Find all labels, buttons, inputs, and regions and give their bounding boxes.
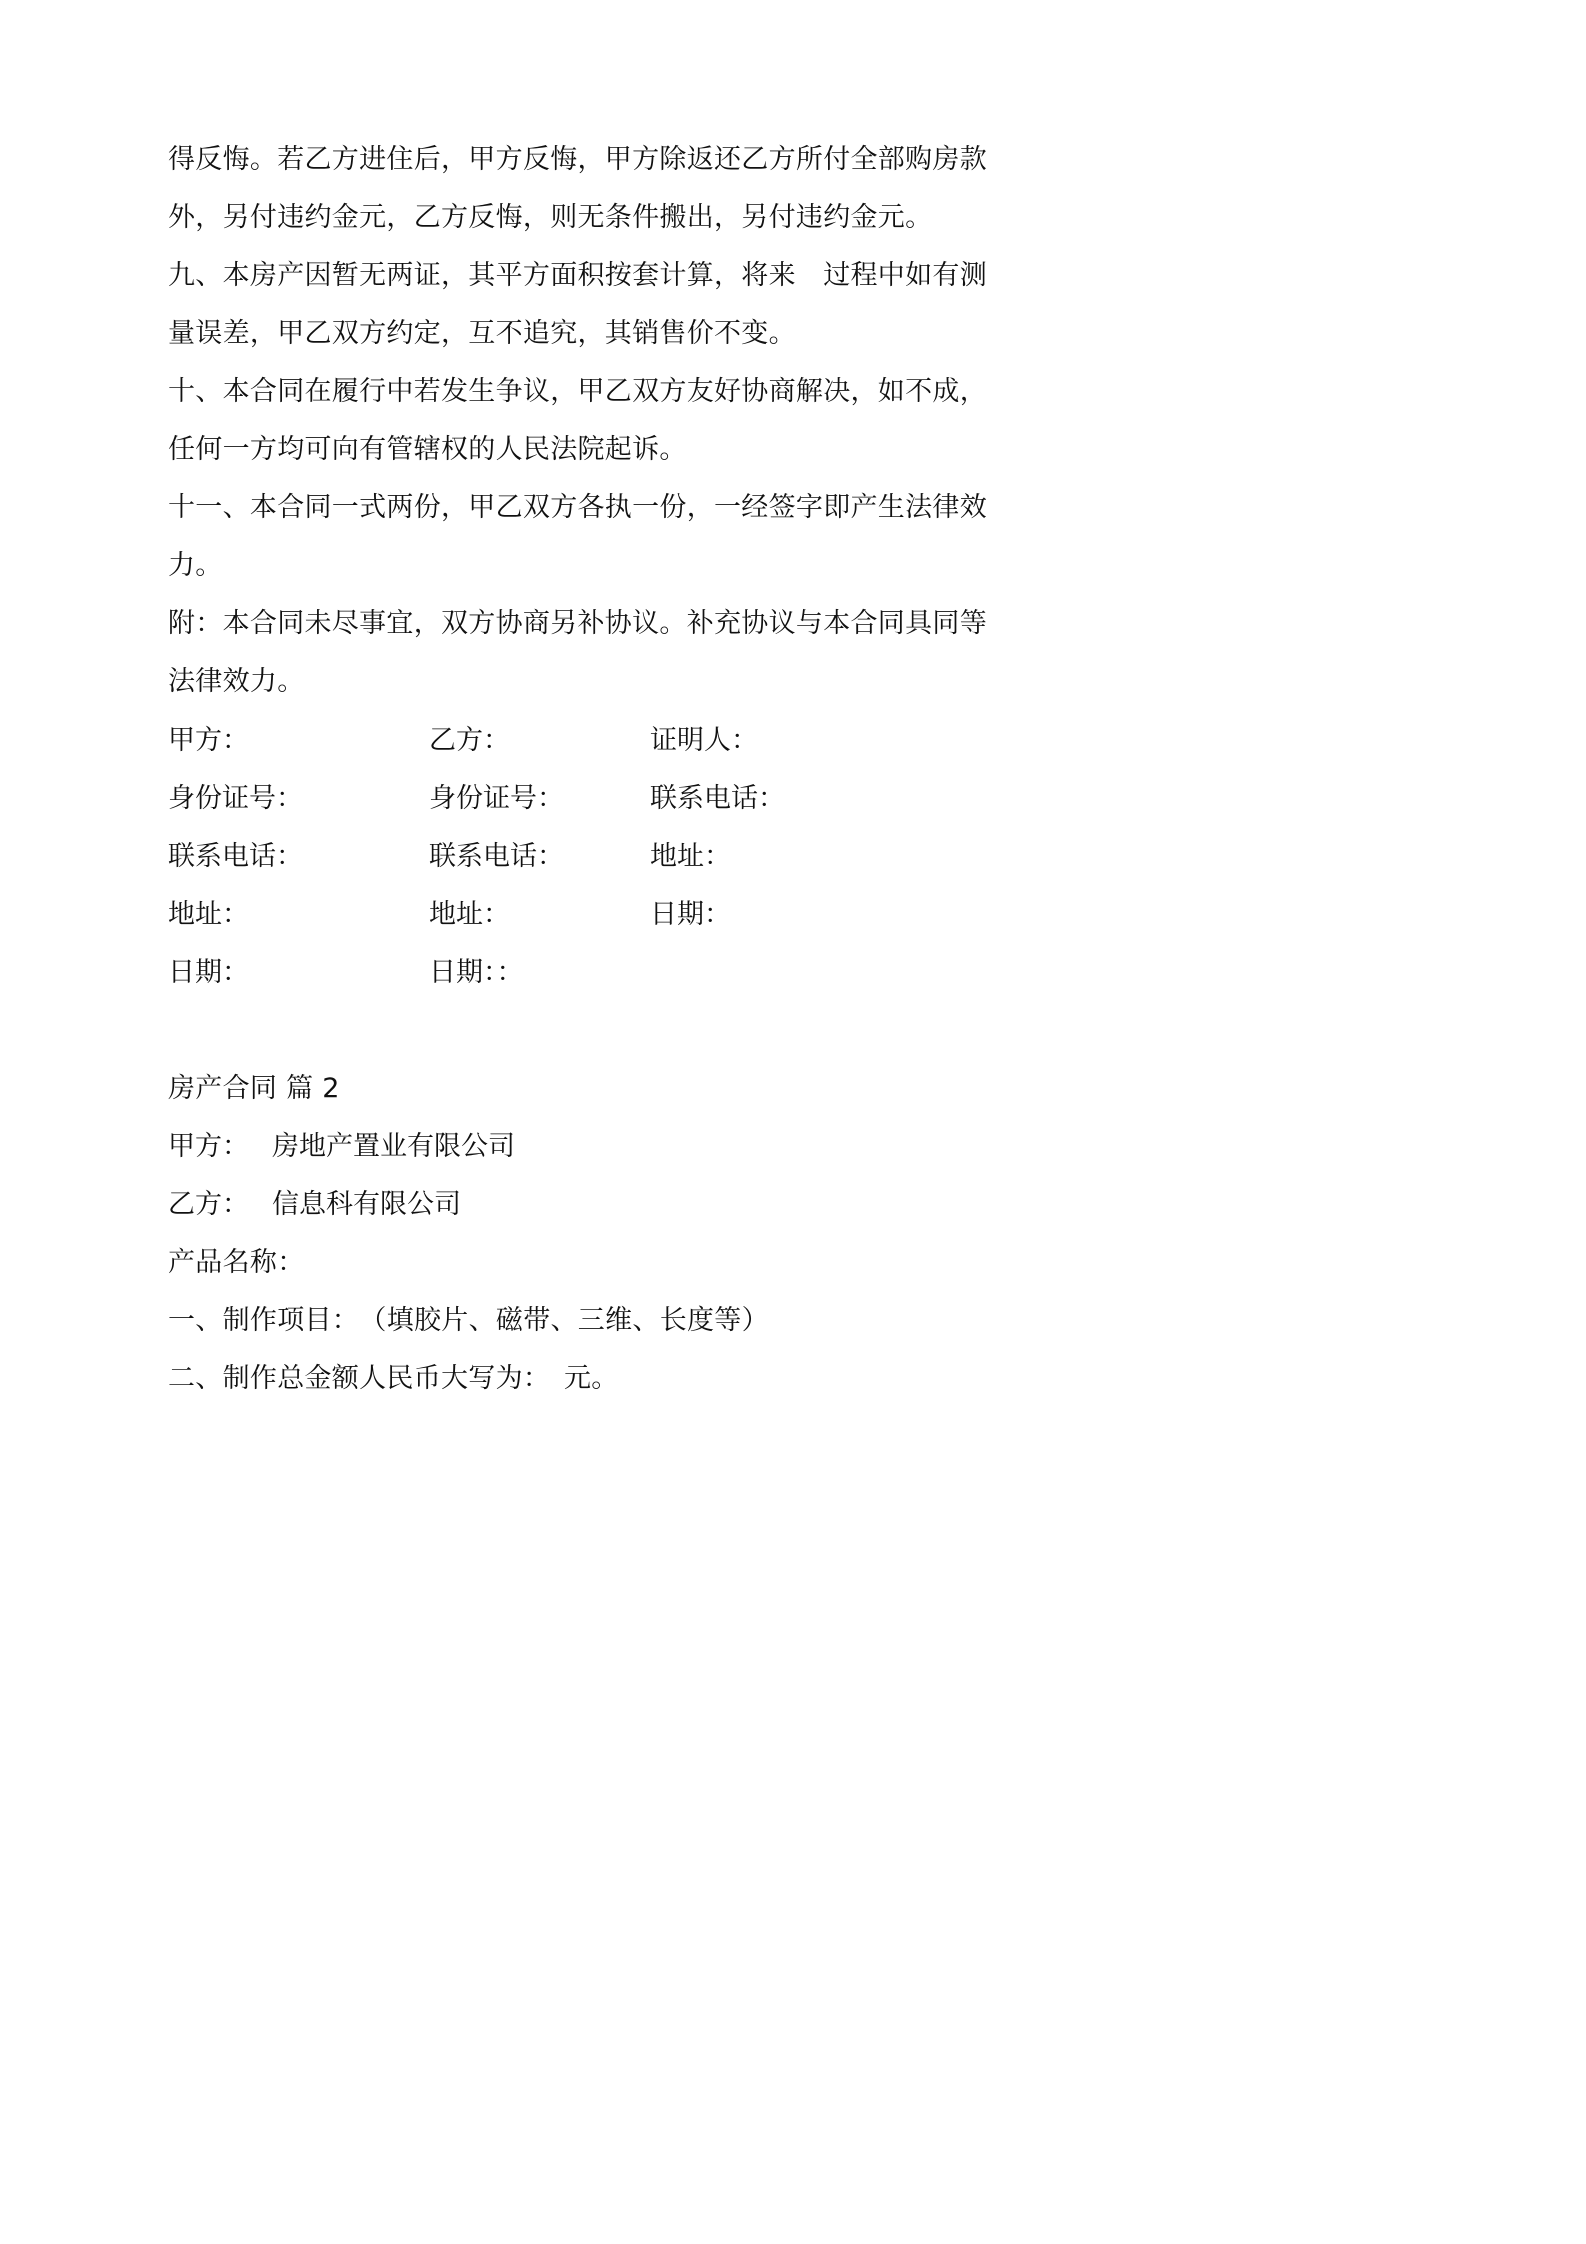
party-a-id-label: 身份证号： xyxy=(168,783,303,814)
paragraph-line: 任何一方均可向有管辖权的人民法院起诉。 xyxy=(168,434,687,465)
party-b-phone-label: 联系电话： xyxy=(429,841,564,872)
party-b-label: 乙方： xyxy=(429,725,510,756)
party-a-date-label: 日期： xyxy=(168,957,249,988)
party-a-name: 房地产置业有限公司 xyxy=(272,1131,515,1162)
document-page xyxy=(0,0,1100,1556)
paragraph-line: 法律效力。 xyxy=(168,666,305,697)
party-b-name: 信息科有限公司 xyxy=(272,1189,461,1220)
paragraph-line: 十一、本合同一式两份，甲乙双方各执一份，一经签字即产生法律效 xyxy=(168,492,987,523)
paragraph-line: 得反悔。若乙方进住后，甲方反悔，甲方除返还乙方所付全部购房款 xyxy=(168,144,987,175)
production-amount-line: 二、制作总金额人民币大写为： 元。 xyxy=(168,1363,619,1394)
party-b-address-label: 地址： xyxy=(429,899,510,930)
party-a-label: 甲方： xyxy=(168,1131,249,1162)
section-title: 房产合同 篇 2 xyxy=(168,1073,340,1104)
party-b-date-label: 日期：： xyxy=(429,957,524,988)
party-a-address-label: 地址： xyxy=(168,899,249,930)
paragraph-line: 量误差，甲乙双方约定，互不追究，其销售价不变。 xyxy=(168,318,796,349)
witness-date-label: 日期： xyxy=(650,899,731,930)
paragraph-line: 力。 xyxy=(168,550,223,581)
party-a-phone-label: 联系电话： xyxy=(168,841,303,872)
paragraph-line: 附：本合同未尽事宜，双方协商另补协议。补充协议与本合同具同等 xyxy=(168,608,987,639)
party-a-label: 甲方： xyxy=(168,725,249,756)
paragraph-line: 十、本合同在履行中若发生争议，甲乙双方友好协商解决，如不成， xyxy=(168,376,987,407)
witness-label: 证明人： xyxy=(650,725,758,756)
paragraph-line: 外，另付违约金元，乙方反悔，则无条件搬出，另付违约金元。 xyxy=(168,202,933,233)
party-b-label: 乙方： xyxy=(168,1189,249,1220)
party-b-id-label: 身份证号： xyxy=(429,783,564,814)
product-name-label: 产品名称： xyxy=(168,1247,305,1278)
witness-phone-label: 联系电话： xyxy=(650,783,785,814)
paragraph-line: 九、本房产因暂无两证，其平方面积按套计算，将来 过程中如有测 xyxy=(168,260,987,291)
production-item-line: 一、制作项目： （填胶片、磁带、三维、长度等） xyxy=(168,1305,769,1336)
witness-address-label: 地址： xyxy=(650,841,731,872)
